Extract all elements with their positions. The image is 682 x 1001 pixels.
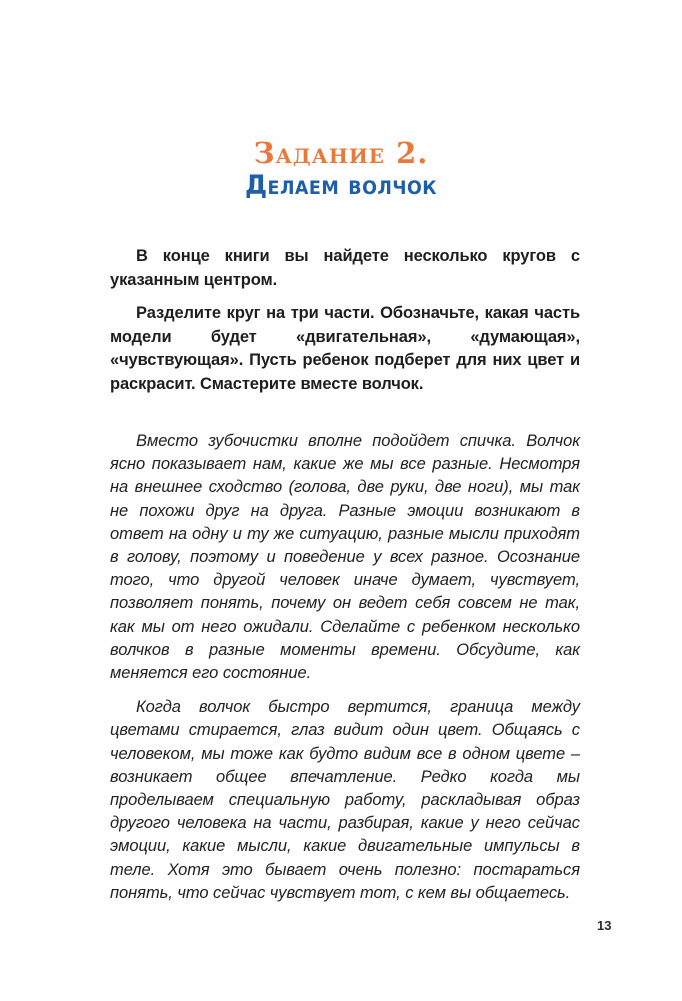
heading-block	[0, 136, 682, 202]
instruction-paragraph: В конце книги вы найдете несколько кругов с указанным центром.	[110, 247, 580, 289]
commentary-paragraph: Вместо зубочистки вполне подойдет спичка. Волчок ясно показывает нам, какие же мы все разные. Несмотря на внешнее сходство (голова, две руки, две ноги), мы так не похожи друг на друга. Разные эмоции возникают в ответ на одну и ту же ситуацию, разные мысли приходят в голову, поэтому и поведение у всех разное. Осознание того, что другой человек иначе думает, чувствует, позволяет понять, почему он ведет себя совсем не так, как мы от него ожидали. Сделайте с ребенком несколько волчков в разные моменты времени. Обсудите, как меняется его состояние.	[110, 432, 580, 683]
commentary-paragraph: Когда волчок быстро вертится, граница между цветами стирается, глаз видит один цвет. Общаясь с человеком, мы тоже как будто видим все в одном цвете – возникает общее впечатление. Редко когда мы проделываем специальную работу, раскладывая образ другого человека на части, разбирая, какие у него сейчас эмоции, какие мысли, какие двигательные импульсы в теле. Хотя это бывает очень полезно: постараться понять, что сейчас чувствует тот, с кем вы общаетесь.	[110, 698, 580, 902]
instructions-block	[110, 245, 580, 406]
task-title: Задание 2.	[253, 136, 429, 170]
page-number: 13	[597, 918, 612, 933]
commentary-block	[110, 430, 580, 916]
task-subtitle: Делаем волчок	[244, 170, 438, 201]
instruction-paragraph: Разделите круг на три части. Обозначьте, какая часть модели будет «двигательная», «думающая», «чувствующая». Пусть ребенок подберет для них цвет и раскрасит. Смастерите вместе волчок.	[110, 304, 580, 393]
